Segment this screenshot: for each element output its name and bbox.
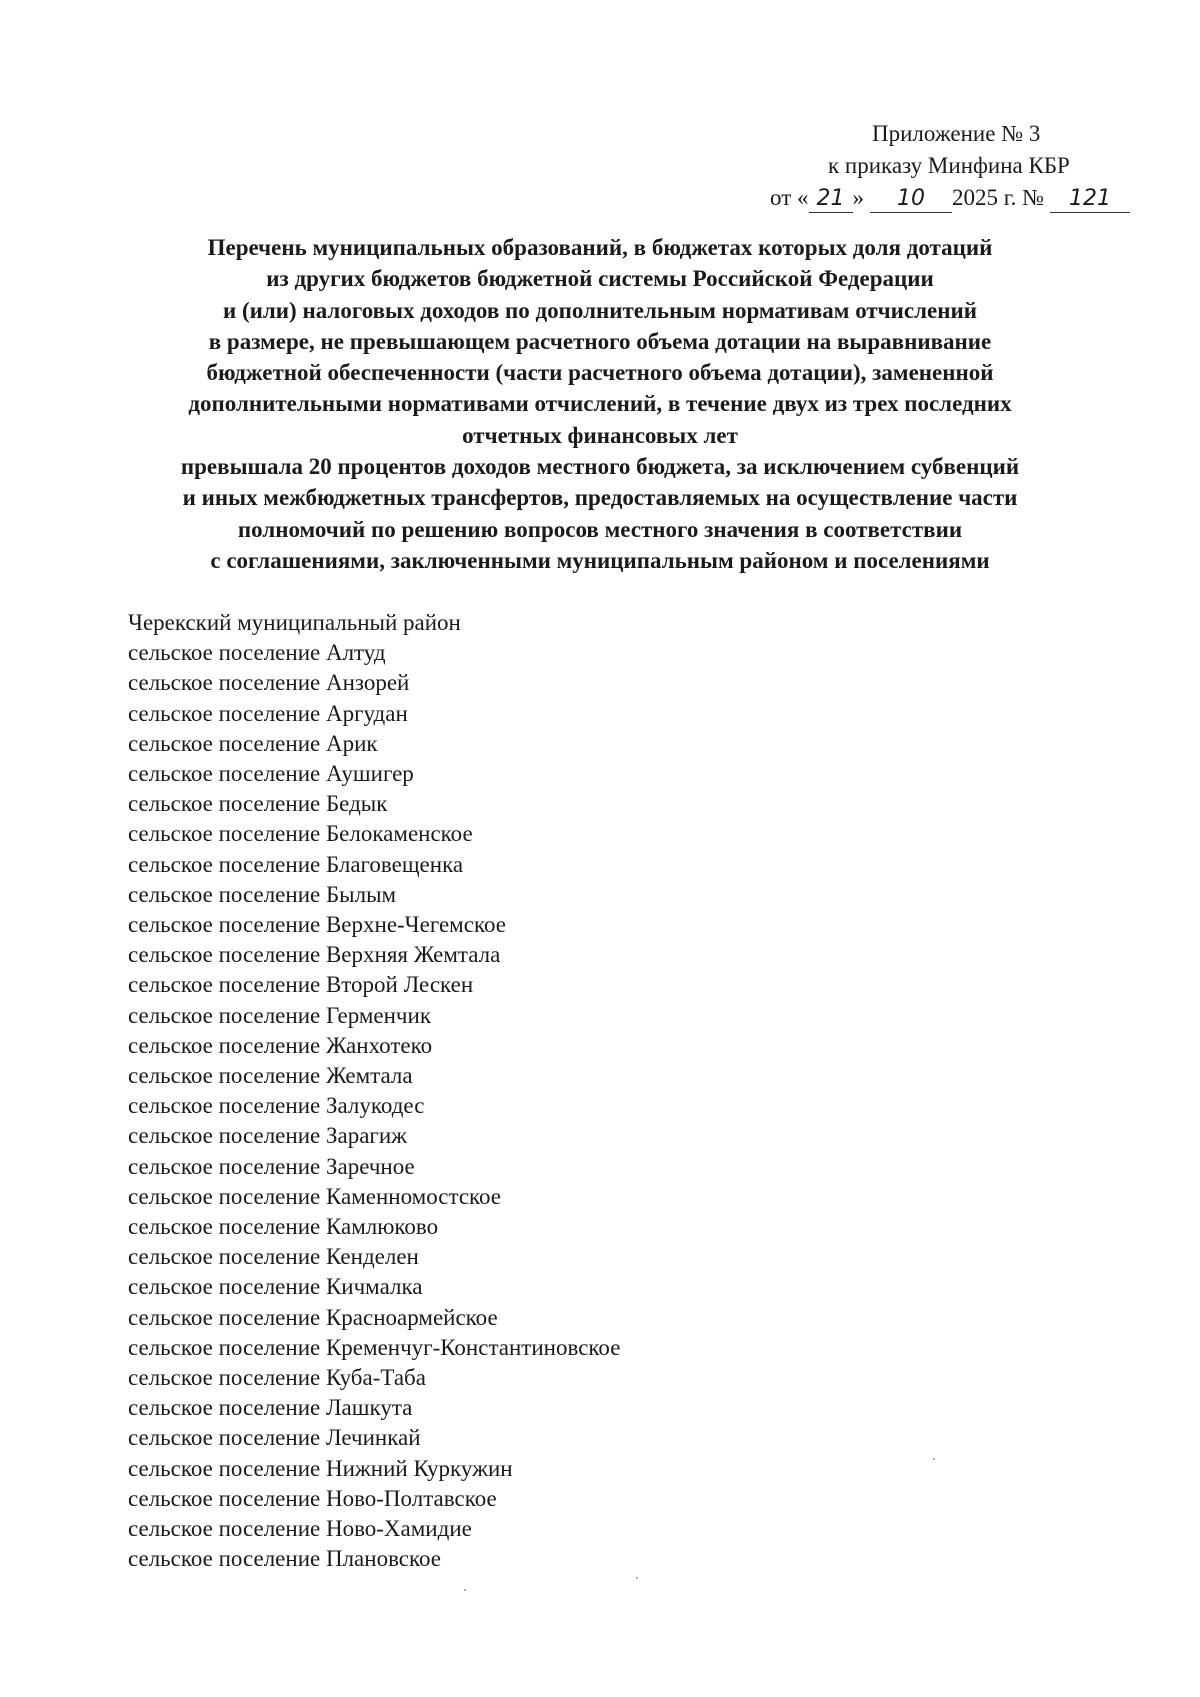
list-item: сельское поселение Жемтала	[128, 1063, 413, 1089]
title-line: в размере, не превышающем расчетного объема дотации на выравнивание	[208, 328, 992, 354]
list-item: сельское поселение Верхне-Чегемское	[128, 912, 506, 938]
year-and-number-label: 2025 г. №	[952, 185, 1045, 210]
handwritten-day: 21	[809, 186, 853, 213]
title-line: бюджетной обеспеченности (части расчетного объема дотации), замененной	[206, 360, 994, 386]
title-line: полномочий по решению вопросов местного значения в соответствии	[237, 516, 963, 542]
handwritten-order-number: 121	[1050, 186, 1130, 213]
list-item: сельское поселение Залукодес	[128, 1093, 425, 1119]
title-line: отчетных финансовых лет	[462, 422, 738, 448]
title-line: и (или) налоговых доходов по дополнительным нормативам отчислений	[222, 297, 977, 323]
list-item: сельское поселение Герменчик	[128, 1002, 431, 1028]
municipality-list	[128, 608, 620, 1575]
list-item: сельское поселение Верхняя Жемтала	[128, 942, 501, 968]
list-item: сельское поселение Красноармейское	[128, 1304, 498, 1330]
list-item: сельское поселение Арик	[128, 730, 378, 756]
list-item: сельское поселение Благовещенка	[128, 851, 464, 877]
list-item: сельское поселение Нижний Куркужин	[128, 1455, 513, 1481]
list-item: сельское поселение Бедык	[128, 791, 388, 817]
title-line: Перечень муниципальных образований, в бюджетах которых доля дотаций	[207, 235, 993, 260]
title-line: из других бюджетов бюджетной системы Российской Федерации	[266, 266, 934, 292]
document-title	[120, 232, 1080, 576]
list-item: сельское поселение Кичмалка	[128, 1274, 423, 1300]
list-item: сельское поселение Камлюково	[128, 1214, 439, 1240]
list-item: сельское поселение Второй Лескен	[128, 972, 474, 998]
title-line: и иных межбюджетных трансфертов, предоставляемых на осуществление части	[182, 485, 1018, 511]
list-item: сельское поселение Кременчуг-Константиновское	[128, 1334, 621, 1360]
list-item: сельское поселение Аушигер	[128, 761, 414, 787]
handwritten-month: 10	[870, 186, 952, 213]
annex-order-reference: к приказу Минфина КБР	[828, 153, 1070, 178]
annex-title: Приложение № 3	[872, 121, 1041, 146]
title-line: превышала 20 процентов доходов местного бюджета, за исключением субвенций	[180, 454, 1020, 480]
list-item: сельское поселение Жанхотеко	[128, 1032, 433, 1058]
list-item: сельское поселение Анзорей	[128, 670, 410, 696]
list-item: сельское поселение Куба-Таба	[128, 1365, 426, 1391]
date-prefix: от «	[770, 185, 809, 210]
title-line: с соглашениями, заключенными муниципальным районом и поселениями	[210, 547, 990, 573]
list-item: сельское поселение Алтуд	[128, 640, 386, 666]
list-item: сельское поселение Заречное	[128, 1153, 415, 1179]
date-quote-close: »	[852, 185, 864, 210]
list-item: сельское поселение Ново-Полтавское	[128, 1485, 497, 1511]
title-line: дополнительными нормативами отчислений, в течение двух из трех последних	[188, 391, 1012, 417]
list-item: сельское поселение Ново-Хамидие	[128, 1516, 472, 1542]
list-item: сельское поселение Белокаменское	[128, 821, 473, 847]
list-item: сельское поселение Лечинкай	[128, 1425, 421, 1451]
list-item: сельское поселение Кенделен	[128, 1244, 419, 1270]
list-item: сельское поселение Каменномостское	[128, 1183, 502, 1209]
annex-date-number	[770, 182, 1130, 214]
list-item: сельское поселение Лашкута	[128, 1395, 413, 1421]
list-item: сельское поселение Былым	[128, 881, 397, 907]
list-item: сельское поселение Аргудан	[128, 700, 408, 726]
district-name: Черекский муниципальный район	[128, 610, 461, 635]
list-item: сельское поселение Зарагиж	[128, 1123, 408, 1149]
list-item: сельское поселение Плановское	[128, 1546, 441, 1572]
